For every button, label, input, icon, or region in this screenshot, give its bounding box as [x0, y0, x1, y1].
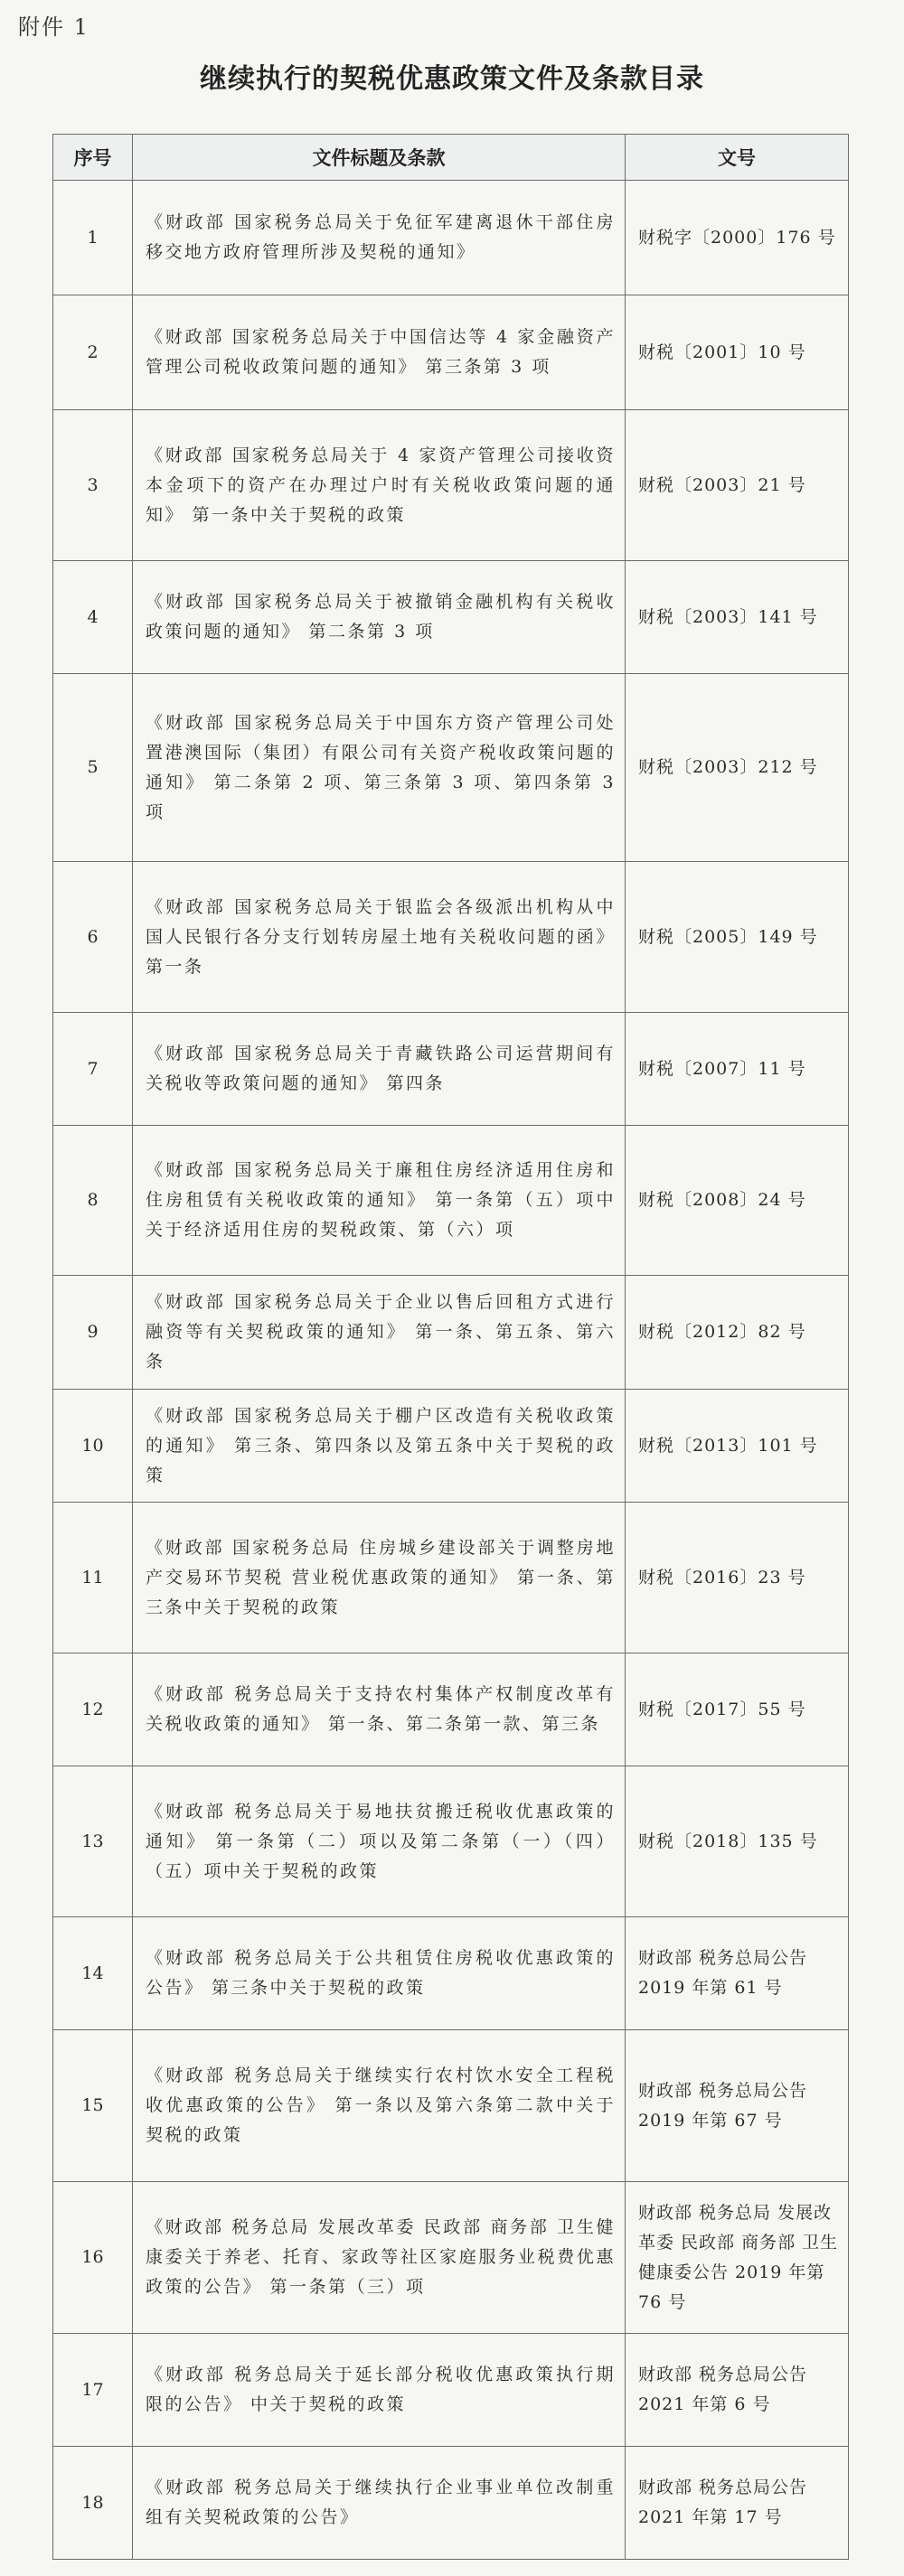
- row-document-title: 《财政部 国家税务总局关于中国东方资产管理公司处置港澳国际（集团）有限公司有关资产税收政策问题的通知》 第二条第 2 项、第三条第 3 项、第四条第 3 项: [133, 674, 626, 862]
- row-serial-number: 14: [53, 1917, 133, 2030]
- header-serial-number: 序号: [53, 135, 133, 181]
- row-serial-number: 16: [53, 2182, 133, 2334]
- row-document-title: 《财政部 国家税务总局关于被撤销金融机构有关税收政策问题的通知》 第二条第 3 项: [133, 561, 626, 674]
- attachment-label: 附件 1: [18, 14, 89, 40]
- table-row: [53, 1126, 849, 1276]
- row-serial-number: 13: [53, 1766, 133, 1917]
- header-document-title: 文件标题及条款: [133, 135, 626, 181]
- row-serial-number: 5: [53, 674, 133, 862]
- row-serial-number: 17: [53, 2334, 133, 2447]
- row-serial-number: 4: [53, 561, 133, 674]
- table-row: [53, 561, 849, 674]
- row-document-number: 财税〔2016〕23 号: [626, 1503, 849, 1653]
- row-serial-number: 18: [53, 2447, 133, 2560]
- table-row: [53, 862, 849, 1013]
- table-row: [53, 1503, 849, 1653]
- header-document-number: 文号: [626, 135, 849, 181]
- row-document-number: 财政部 税务总局公告 2021 年第 6 号: [626, 2334, 849, 2447]
- row-document-title: 《财政部 国家税务总局关于廉租住房经济适用住房和住房租赁有关税收政策的通知》 第一条第（五）项中关于经济适用住房的契税政策、第（六）项: [133, 1126, 626, 1276]
- row-document-number: 财税〔2008〕24 号: [626, 1126, 849, 1276]
- row-document-title: 《财政部 国家税务总局关于棚户区改造有关税收政策的通知》 第三条、第四条以及第五条中关于契税的政策: [133, 1390, 626, 1503]
- row-serial-number: 11: [53, 1503, 133, 1653]
- row-document-title: 《财政部 税务总局关于支持农村集体产权制度改革有关税收政策的通知》 第一条、第二条第一款、第三条: [133, 1653, 626, 1766]
- table-row: [53, 2334, 849, 2447]
- table-row: [53, 2182, 849, 2334]
- row-document-title: 《财政部 国家税务总局关于青藏铁路公司运营期间有关税收等政策问题的通知》 第四条: [133, 1013, 626, 1126]
- row-serial-number: 2: [53, 295, 133, 410]
- row-document-title: 《财政部 国家税务总局关于银监会各级派出机构从中国人民银行各分支行划转房屋土地有关税收问题的函》 第一条: [133, 862, 626, 1013]
- row-serial-number: 3: [53, 410, 133, 561]
- row-document-number: 财税〔2005〕149 号: [626, 862, 849, 1013]
- row-document-title: 《财政部 税务总局关于继续实行农村饮水安全工程税收优惠政策的公告》 第一条以及第六条第二款中关于契税的政策: [133, 2030, 626, 2182]
- row-document-number: 财税〔2001〕10 号: [626, 295, 849, 410]
- row-serial-number: 10: [53, 1390, 133, 1503]
- row-document-number: 财政部 税务总局公告 2021 年第 17 号: [626, 2447, 849, 2560]
- row-document-number: 财税〔2012〕82 号: [626, 1276, 849, 1390]
- row-document-number: 财税〔2003〕212 号: [626, 674, 849, 862]
- table-row: [53, 1276, 849, 1390]
- policy-catalog-table: [52, 134, 849, 2560]
- row-document-title: 《财政部 税务总局关于易地扶贫搬迁税收优惠政策的通知》 第一条第（二）项以及第二条第（一）（四）（五）项中关于契税的政策: [133, 1766, 626, 1917]
- row-document-number: 财税字〔2000〕176 号: [626, 181, 849, 295]
- table-row: [53, 674, 849, 862]
- row-document-number: 财税〔2017〕55 号: [626, 1653, 849, 1766]
- row-document-number: 财税〔2018〕135 号: [626, 1766, 849, 1917]
- table-header-row: [53, 135, 849, 181]
- table-row: [53, 181, 849, 295]
- row-document-number: 财税〔2003〕21 号: [626, 410, 849, 561]
- row-serial-number: 7: [53, 1013, 133, 1126]
- row-serial-number: 9: [53, 1276, 133, 1390]
- row-document-title: 《财政部 税务总局关于继续执行企业事业单位改制重组有关契税政策的公告》: [133, 2447, 626, 2560]
- row-document-title: 《财政部 税务总局关于延长部分税收优惠政策执行期限的公告》 中关于契税的政策: [133, 2334, 626, 2447]
- row-document-number: 财政部 税务总局 发展改革委 民政部 商务部 卫生健康委公告 2019 年第 76 号: [626, 2182, 849, 2334]
- table-row: [53, 410, 849, 561]
- table-row: [53, 2030, 849, 2182]
- row-serial-number: 6: [53, 862, 133, 1013]
- table-row: [53, 1653, 849, 1766]
- row-serial-number: 12: [53, 1653, 133, 1766]
- row-document-title: 《财政部 国家税务总局关于企业以售后回租方式进行融资等有关契税政策的通知》 第一条、第五条、第六条: [133, 1276, 626, 1390]
- row-document-title: 《财政部 国家税务总局关于中国信达等 4 家金融资产管理公司税收政策问题的通知》 第三条第 3 项: [133, 295, 626, 410]
- row-document-title: 《财政部 税务总局关于公共租赁住房税收优惠政策的公告》 第三条中关于契税的政策: [133, 1917, 626, 2030]
- document-title: 继续执行的契税优惠政策文件及条款目录: [200, 63, 704, 95]
- row-document-title: 《财政部 国家税务总局 住房城乡建设部关于调整房地产交易环节契税 营业税优惠政策的通知》 第一条、第三条中关于契税的政策: [133, 1503, 626, 1653]
- row-document-number: 财税〔2003〕141 号: [626, 561, 849, 674]
- table-row: [53, 1390, 849, 1503]
- row-document-number: 财政部 税务总局公告 2019 年第 61 号: [626, 1917, 849, 2030]
- row-document-number: 财税〔2007〕11 号: [626, 1013, 849, 1126]
- row-document-title: 《财政部 税务总局 发展改革委 民政部 商务部 卫生健康委关于养老、托育、家政等社区家庭服务业税费优惠政策的公告》 第一条第（三）项: [133, 2182, 626, 2334]
- table-row: [53, 1766, 849, 1917]
- table-row: [53, 1013, 849, 1126]
- row-document-number: 财政部 税务总局公告 2019 年第 67 号: [626, 2030, 849, 2182]
- row-serial-number: 8: [53, 1126, 133, 1276]
- row-document-title: 《财政部 国家税务总局关于 4 家资产管理公司接收资本金项下的资产在办理过户时有关税收政策问题的通知》 第一条中关于契税的政策: [133, 410, 626, 561]
- row-serial-number: 15: [53, 2030, 133, 2182]
- row-serial-number: 1: [53, 181, 133, 295]
- table-row: [53, 2447, 849, 2560]
- row-document-title: 《财政部 国家税务总局关于免征军建离退休干部住房移交地方政府管理所涉及契税的通知》: [133, 181, 626, 295]
- table-row: [53, 1917, 849, 2030]
- table-row: [53, 295, 849, 410]
- row-document-number: 财税〔2013〕101 号: [626, 1390, 849, 1503]
